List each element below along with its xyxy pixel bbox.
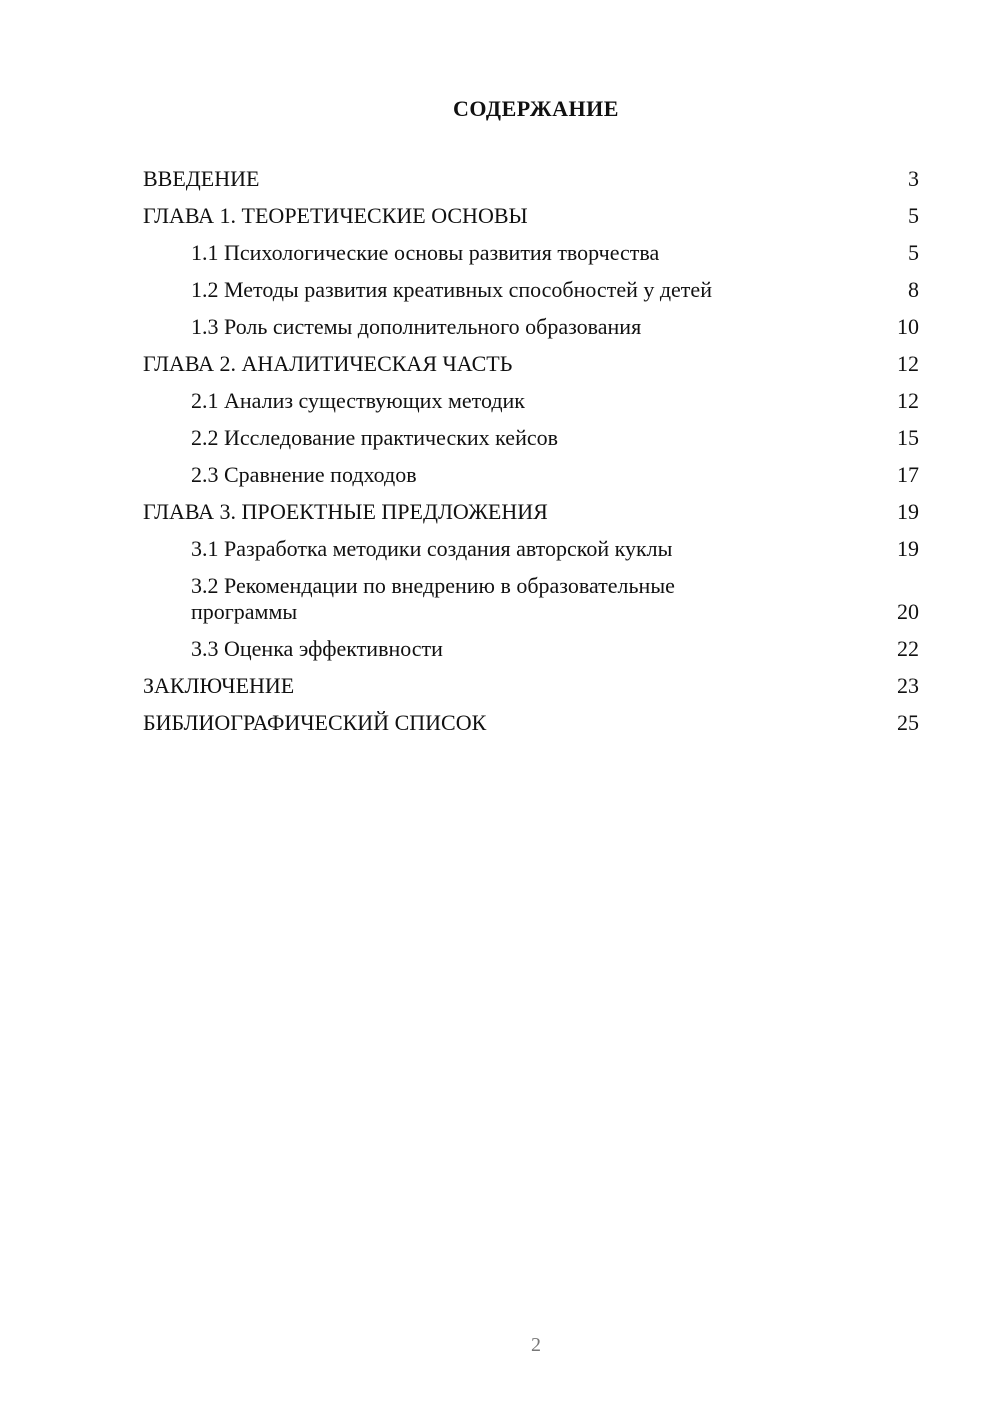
toc-section-entry bbox=[143, 388, 919, 414]
toc-entry-page: 17 bbox=[897, 462, 919, 487]
toc-entry-label: 3.2 Рекомендации по внедрению в образовательные программы bbox=[191, 573, 675, 624]
toc-entry-label: ГЛАВА 1. ТЕОРЕТИЧЕСКИЕ ОСНОВЫ bbox=[143, 203, 528, 228]
toc-entry-label: 2.2 Исследование практических кейсов bbox=[191, 425, 558, 450]
toc-entry-label: 1.1 Психологические основы развития творчества bbox=[191, 240, 660, 265]
toc-entry-label: ВВЕДЕНИЕ bbox=[143, 166, 260, 191]
toc-entry-page: 5 bbox=[908, 240, 919, 265]
toc-entry-label: 1.3 Роль системы дополнительного образования bbox=[191, 314, 642, 339]
toc-chapter-entry bbox=[143, 166, 919, 192]
page-title: СОДЕРЖАНИЕ bbox=[453, 96, 619, 121]
toc-entry-label: ЗАКЛЮЧЕНИЕ bbox=[143, 673, 295, 698]
toc-entry-label: БИБЛИОГРАФИЧЕСКИЙ СПИСОК bbox=[143, 710, 487, 735]
toc-section-entry bbox=[143, 636, 919, 662]
toc-entry-page: 10 bbox=[897, 314, 919, 339]
toc-entry-page: 3 bbox=[908, 166, 919, 191]
toc-entry-page: 19 bbox=[897, 536, 919, 561]
table-of-contents bbox=[143, 166, 919, 747]
toc-entry-label: 3.1 Разработка методики создания авторской куклы bbox=[191, 536, 673, 561]
toc-entry-label: 1.2 Методы развития креативных способностей у детей bbox=[191, 277, 712, 302]
toc-entry-page: 15 bbox=[897, 425, 919, 450]
toc-entry-label: ГЛАВА 3. ПРОЕКТНЫЕ ПРЕДЛОЖЕНИЯ bbox=[143, 499, 548, 524]
toc-chapter-entry bbox=[143, 499, 919, 525]
toc-section-entry bbox=[143, 240, 919, 266]
toc-entry-page: 12 bbox=[897, 388, 919, 413]
toc-entry-page: 8 bbox=[908, 277, 919, 302]
toc-section-entry bbox=[143, 314, 919, 340]
toc-entry-page: 20 bbox=[897, 599, 919, 624]
toc-entry-page: 12 bbox=[897, 351, 919, 376]
toc-chapter-entry bbox=[143, 673, 919, 699]
toc-entry-page: 19 bbox=[897, 499, 919, 524]
toc-chapter-entry bbox=[143, 203, 919, 229]
toc-entry-label: ГЛАВА 2. АНАЛИТИЧЕСКАЯ ЧАСТЬ bbox=[143, 351, 513, 376]
toc-entry-page: 25 bbox=[897, 710, 919, 735]
toc-section-entry bbox=[143, 462, 919, 488]
toc-entry-page: 23 bbox=[897, 673, 919, 698]
page-number: 2 bbox=[531, 1334, 541, 1356]
toc-entry-page: 5 bbox=[908, 203, 919, 228]
toc-entry-page: 22 bbox=[897, 636, 919, 661]
toc-entry-label: 2.3 Сравнение подходов bbox=[191, 462, 417, 487]
toc-section-entry bbox=[143, 536, 919, 562]
toc-section-entry bbox=[143, 277, 919, 303]
toc-section-entry bbox=[143, 425, 919, 451]
toc-chapter-entry bbox=[143, 351, 919, 377]
toc-chapter-entry bbox=[143, 710, 919, 736]
toc-entry-label: 3.3 Оценка эффективности bbox=[191, 636, 443, 661]
toc-section-entry bbox=[143, 573, 919, 625]
toc-entry-label: 2.1 Анализ существующих методик bbox=[191, 388, 525, 413]
